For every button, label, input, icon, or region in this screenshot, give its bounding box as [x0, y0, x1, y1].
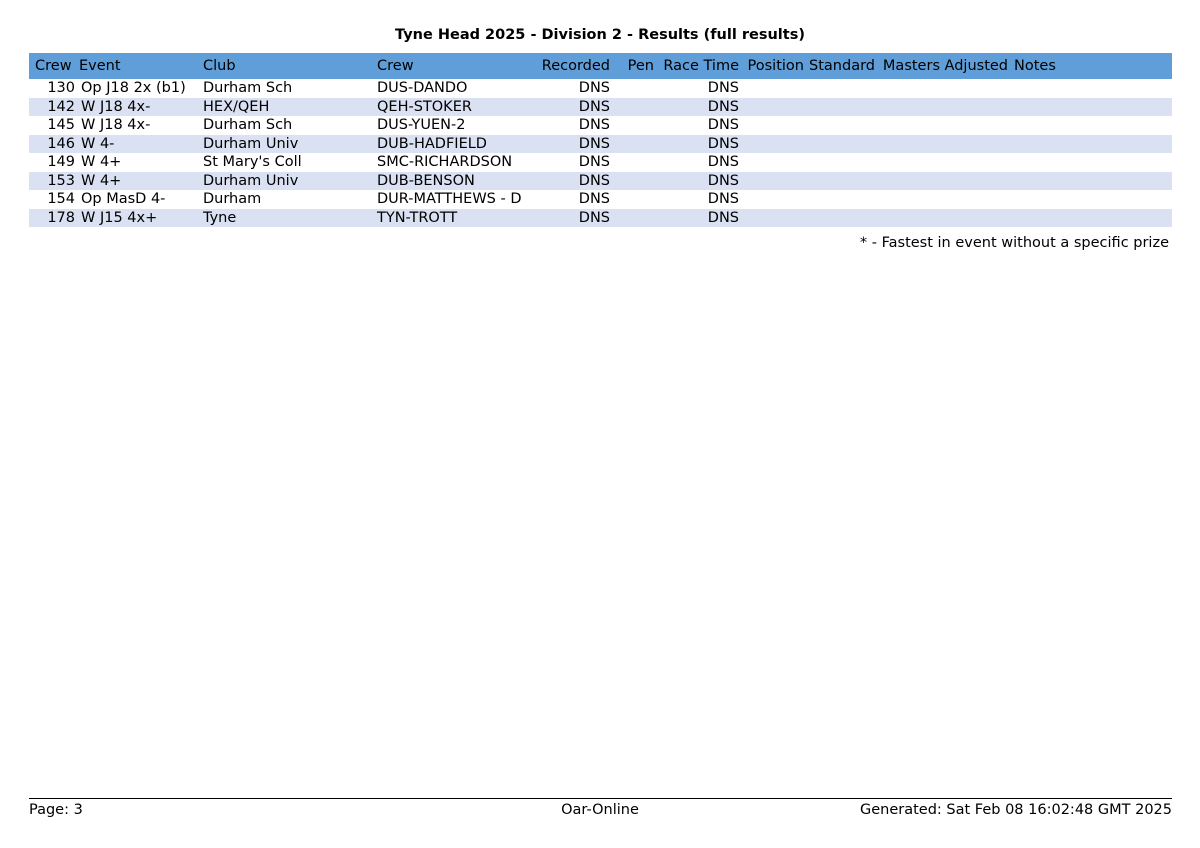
page-title: Tyne Head 2025 - Division 2 - Results (full results) [395, 27, 805, 43]
table-row [29, 98, 1172, 117]
event-cell: W 4+ [75, 172, 199, 191]
club-cell: Tyne [199, 209, 373, 228]
club-cell: Durham Univ [199, 135, 373, 154]
footnote: * - Fastest in event without a specific prize [859, 235, 1169, 251]
crew-number-cell: 145 [29, 116, 75, 135]
standard-cell [804, 116, 875, 135]
adjusted-cell [940, 172, 1008, 191]
position-cell [739, 172, 804, 191]
notes-cell [1008, 116, 1172, 135]
adjusted-cell [940, 79, 1008, 98]
recorded-cell: DNS [523, 135, 610, 154]
table-row [29, 79, 1172, 98]
results-table [29, 53, 1172, 227]
table-row [29, 153, 1172, 172]
adjusted-cell [940, 116, 1008, 135]
crew-name-cell: SMC-RICHARDSON [373, 153, 523, 172]
standard-cell [804, 79, 875, 98]
crew-number-cell: 146 [29, 135, 75, 154]
column-header-club: Club [199, 53, 373, 79]
column-header-race-time: Race Time [654, 53, 739, 79]
table-header-row [29, 53, 1172, 79]
column-header-standard: Standard [804, 53, 875, 79]
position-cell [739, 116, 804, 135]
club-cell: St Mary's Coll [199, 153, 373, 172]
event-cell: Op J18 2x (b1) [75, 79, 199, 98]
position-cell [739, 209, 804, 228]
crew-name-cell: DUR-MATTHEWS - D [373, 190, 523, 209]
recorded-cell: DNS [523, 172, 610, 191]
position-cell [739, 135, 804, 154]
masters-cell [875, 116, 940, 135]
event-cell: W J15 4x+ [75, 209, 199, 228]
notes-cell [1008, 79, 1172, 98]
recorded-cell: DNS [523, 153, 610, 172]
recorded-cell: DNS [523, 116, 610, 135]
crew-name-cell: DUB-BENSON [373, 172, 523, 191]
recorded-cell: DNS [523, 190, 610, 209]
pen-cell [610, 98, 654, 117]
crew-number-cell: 149 [29, 153, 75, 172]
column-header-pen: Pen [610, 53, 654, 79]
table-row [29, 135, 1172, 154]
pen-cell [610, 209, 654, 228]
column-header-notes: Notes [1008, 53, 1172, 79]
table-row [29, 209, 1172, 228]
crew-number-cell: 154 [29, 190, 75, 209]
pen-cell [610, 153, 654, 172]
notes-cell [1008, 153, 1172, 172]
pen-cell [610, 116, 654, 135]
recorded-cell: DNS [523, 209, 610, 228]
standard-cell [804, 153, 875, 172]
column-header-recorded: Recorded [523, 53, 610, 79]
adjusted-cell [940, 190, 1008, 209]
event-cell: W J18 4x- [75, 116, 199, 135]
adjusted-cell [940, 135, 1008, 154]
notes-cell [1008, 209, 1172, 228]
race-time-cell: DNS [654, 79, 739, 98]
club-cell: Durham [199, 190, 373, 209]
race-time-cell: DNS [654, 135, 739, 154]
crew-name-cell: TYN-TROTT [373, 209, 523, 228]
column-header-crew-number: Crew [29, 53, 75, 79]
table-row [29, 172, 1172, 191]
crew-number-cell: 130 [29, 79, 75, 98]
position-cell [739, 79, 804, 98]
position-cell [739, 190, 804, 209]
column-header-event: Event [75, 53, 199, 79]
masters-cell [875, 190, 940, 209]
race-time-cell: DNS [654, 209, 739, 228]
race-time-cell: DNS [654, 172, 739, 191]
club-cell: Durham Sch [199, 79, 373, 98]
crew-number-cell: 142 [29, 98, 75, 117]
adjusted-cell [940, 153, 1008, 172]
standard-cell [804, 209, 875, 228]
event-cell: W 4+ [75, 153, 199, 172]
race-time-cell: DNS [654, 190, 739, 209]
pen-cell [610, 190, 654, 209]
crew-name-cell: DUS-DANDO [373, 79, 523, 98]
club-cell: HEX/QEH [199, 98, 373, 117]
recorded-cell: DNS [523, 79, 610, 98]
adjusted-cell [940, 209, 1008, 228]
standard-cell [804, 190, 875, 209]
race-time-cell: DNS [654, 116, 739, 135]
masters-cell [875, 79, 940, 98]
notes-cell [1008, 135, 1172, 154]
masters-cell [875, 98, 940, 117]
masters-cell [875, 209, 940, 228]
footer-brand: Oar-Online [561, 802, 639, 818]
event-cell: Op MasD 4- [75, 190, 199, 209]
race-time-cell: DNS [654, 153, 739, 172]
generated-timestamp: Generated: Sat Feb 08 16:02:48 GMT 2025 [860, 802, 1172, 818]
notes-cell [1008, 98, 1172, 117]
column-header-adjusted: Adjusted [940, 53, 1008, 79]
page-number: Page: 3 [29, 802, 83, 818]
table-row [29, 190, 1172, 209]
crew-number-cell: 178 [29, 209, 75, 228]
masters-cell [875, 172, 940, 191]
crew-name-cell: DUS-YUEN-2 [373, 116, 523, 135]
column-header-position: Position [739, 53, 804, 79]
masters-cell [875, 153, 940, 172]
notes-cell [1008, 172, 1172, 191]
column-header-crew-name: Crew [373, 53, 523, 79]
crew-name-cell: DUB-HADFIELD [373, 135, 523, 154]
adjusted-cell [940, 98, 1008, 117]
pen-cell [610, 172, 654, 191]
race-time-cell: DNS [654, 98, 739, 117]
position-cell [739, 98, 804, 117]
event-cell: W 4- [75, 135, 199, 154]
standard-cell [804, 98, 875, 117]
masters-cell [875, 135, 940, 154]
column-header-masters: Masters [875, 53, 940, 79]
event-cell: W J18 4x- [75, 98, 199, 117]
table-row [29, 116, 1172, 135]
notes-cell [1008, 190, 1172, 209]
club-cell: Durham Univ [199, 172, 373, 191]
position-cell [739, 153, 804, 172]
crew-name-cell: QEH-STOKER [373, 98, 523, 117]
standard-cell [804, 172, 875, 191]
recorded-cell: DNS [523, 98, 610, 117]
club-cell: Durham Sch [199, 116, 373, 135]
footer-divider [29, 798, 1172, 799]
pen-cell [610, 135, 654, 154]
standard-cell [804, 135, 875, 154]
crew-number-cell: 153 [29, 172, 75, 191]
pen-cell [610, 79, 654, 98]
